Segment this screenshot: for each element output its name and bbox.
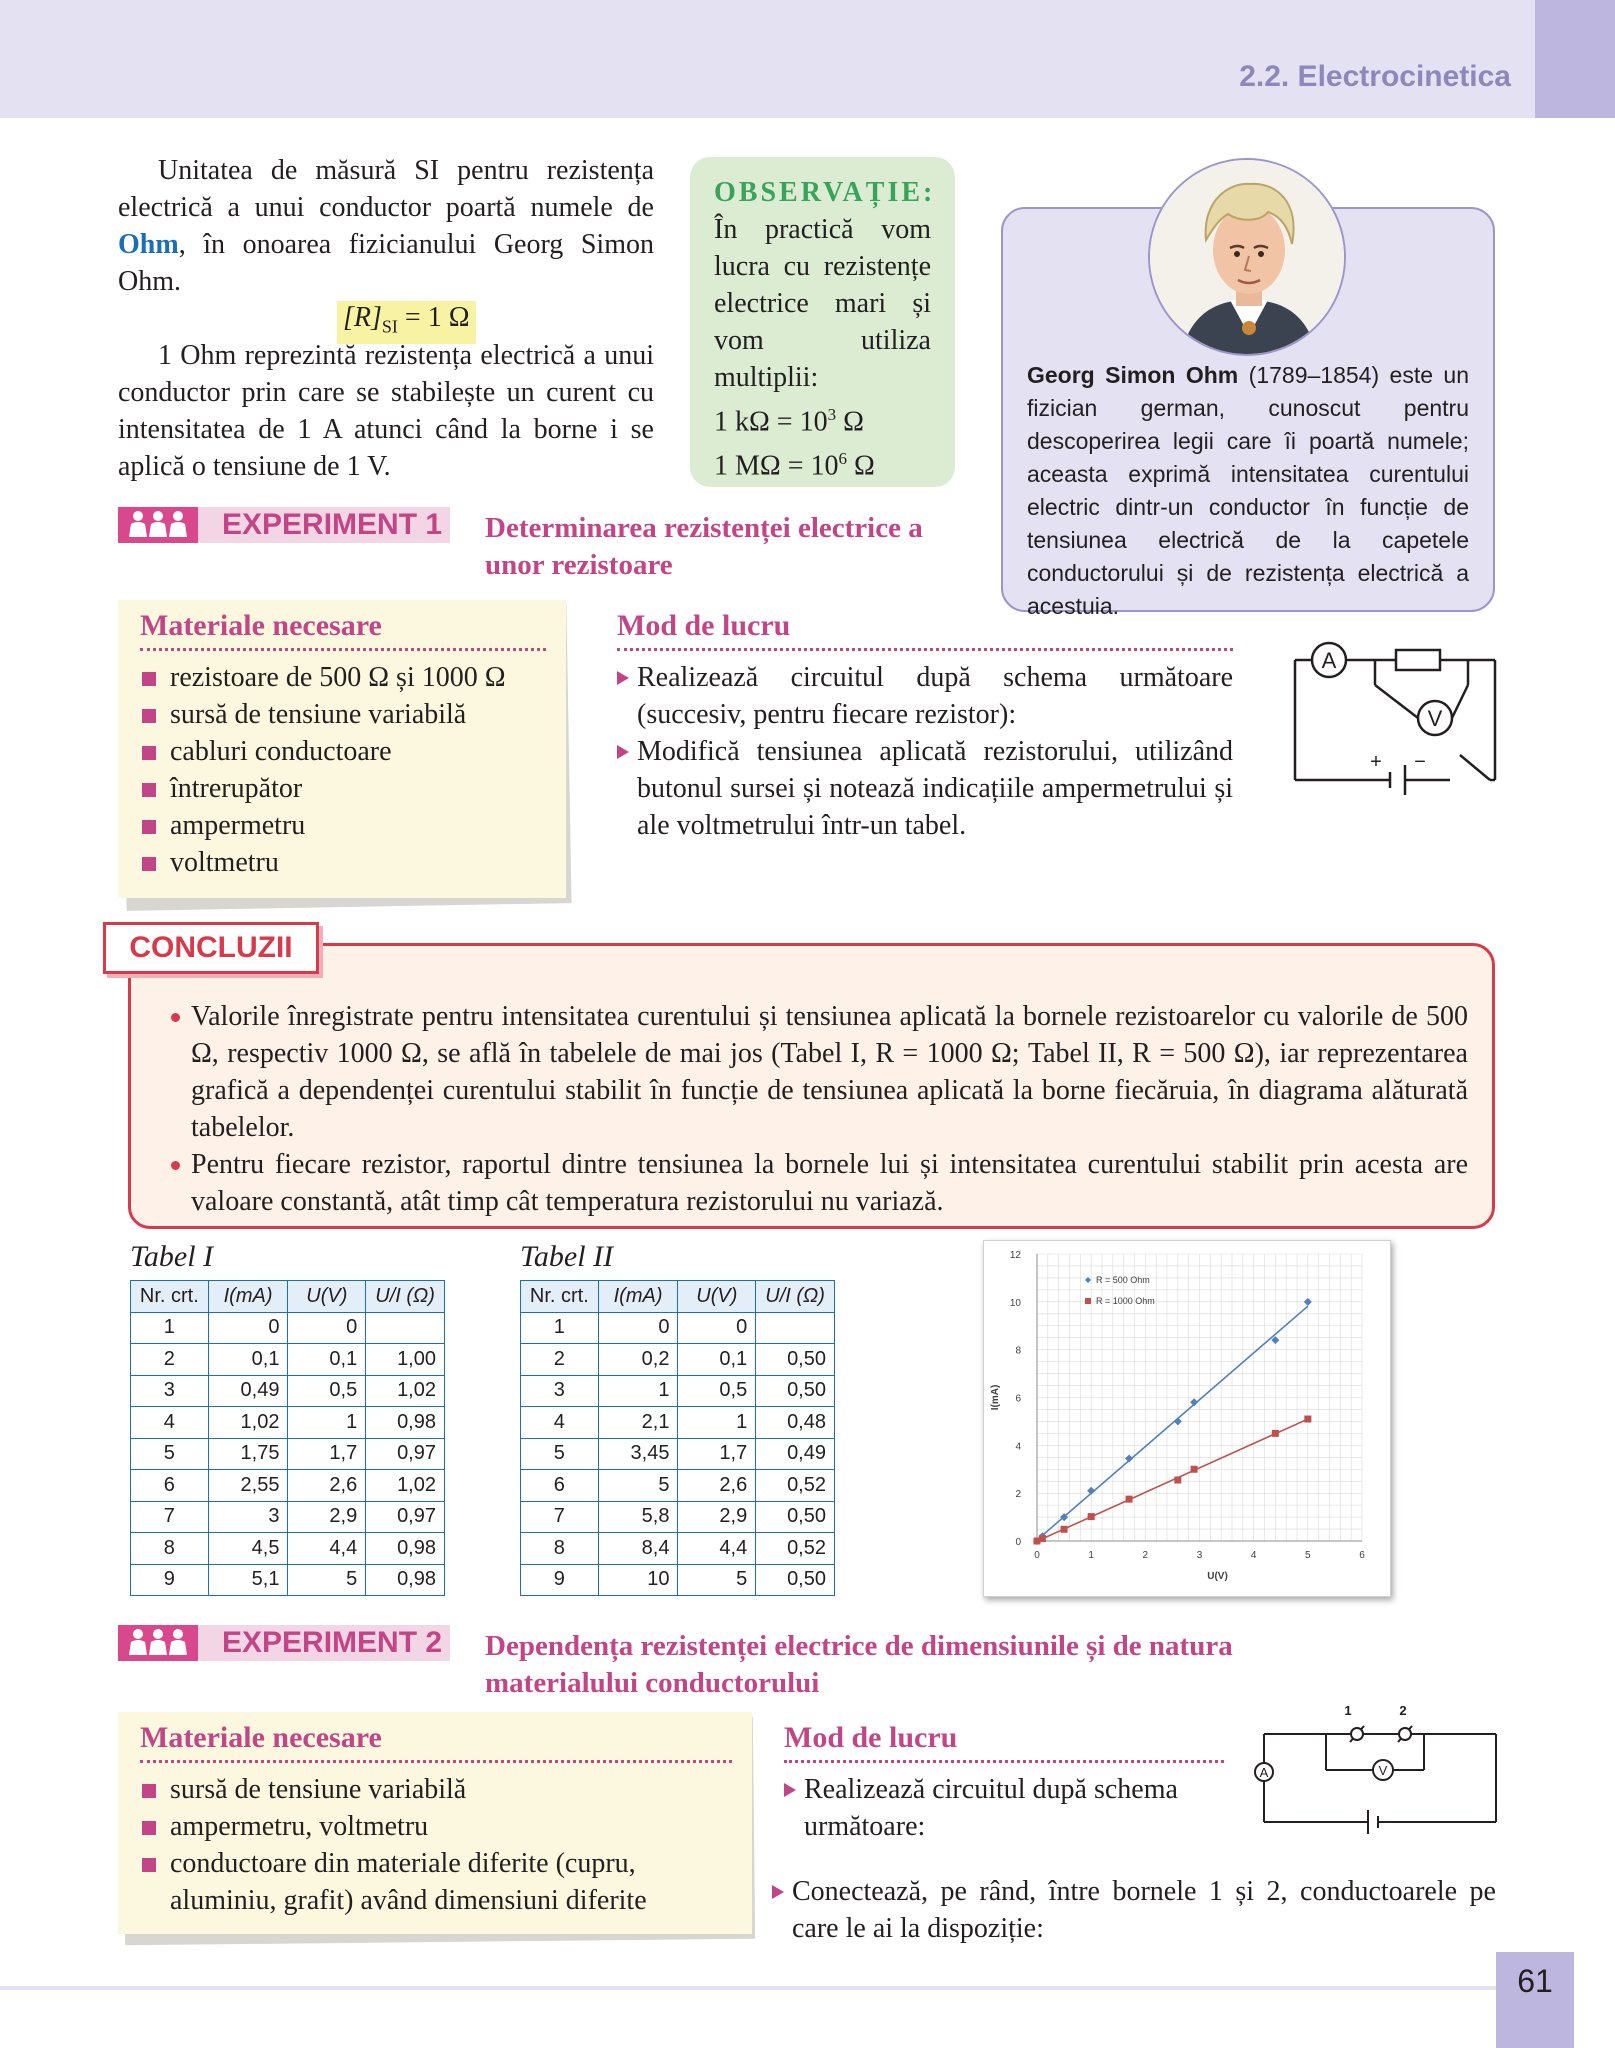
data-point [1125,1454,1133,1462]
voltmeter-symbol: V [1427,706,1443,731]
method-title: Mod de lucru [617,609,791,642]
x-axis-label: U(V) [1207,1571,1228,1582]
dotted-divider [617,648,1233,651]
observation-title: OBSERVAȚIE: [714,177,936,208]
plus-sign: + [1370,751,1382,773]
x-tick-label: 2 [1142,1550,1149,1561]
table-cell: 0,5 [288,1375,366,1407]
method-section [617,608,1233,844]
table-cell: 0,1 [288,1344,366,1376]
table-cell: 2 [131,1344,209,1376]
table-cell: 5,8 [598,1501,678,1533]
table-cell: 8 [521,1533,599,1565]
table-row [131,1375,445,1407]
table-cell: 1,75 [208,1438,288,1470]
table-cell: 0,97 [366,1438,445,1470]
table-cell: 10 [598,1564,678,1596]
table-cell: 0 [208,1312,288,1344]
si-unit-formula: $[R]_{SI} = 1$ Ω [337,301,476,344]
ammeter-symbol: A [1321,648,1337,673]
table-cell: 3 [208,1501,288,1533]
column-header: U(V) [288,1281,366,1313]
table-row [521,1438,835,1470]
table-cell: 1,02 [208,1407,288,1439]
column-header: Nr. crt. [131,1281,209,1313]
table-cell: 0,5 [678,1375,756,1407]
y-tick-label: 10 [1009,1297,1021,1309]
table-cell: 1,02 [366,1375,445,1407]
table-cell: 3 [131,1375,209,1407]
minus-sign: − [1414,751,1426,773]
data-point [1087,1487,1095,1495]
table-header-row [131,1281,445,1313]
table-cell: 0,2 [598,1344,678,1376]
data-point [1039,1535,1046,1542]
table-cell: 5 [598,1470,678,1502]
experiment1-title: Determinarea rezistenței electrice a unor rezistoare [485,512,923,581]
table-row [131,1344,445,1376]
column-header: U/I (Ω) [756,1281,835,1313]
table-cell: 5,1 [208,1564,288,1596]
table-cell: 0,98 [366,1533,445,1565]
chapter-title: 2.2. Electrocinetica [1239,60,1511,93]
table-cell: 9 [521,1564,599,1596]
list-item: ampermetru [140,807,546,844]
table-cell: 8,4 [598,1533,678,1565]
table-cell: 6 [521,1470,599,1502]
list-item: Realizează circuitul după schema următoare: [784,1771,1224,1845]
table-cell: 9 [131,1564,209,1596]
list-item: rezistoare de 500 Ω și 1000 Ω [140,659,546,696]
data-point [1061,1526,1068,1533]
ohm-highlight: Ohm [118,229,179,260]
table-cell: 6 [131,1470,209,1502]
y-tick-label: 0 [1015,1537,1021,1548]
table-cell: 5 [521,1438,599,1470]
table-cell: 2 [521,1344,599,1376]
table-cell: 5 [678,1564,756,1596]
list-item: întrerupător [140,770,546,807]
table-cell: 0,98 [366,1407,445,1439]
list-item: voltmetru [140,844,546,881]
table-row [521,1407,835,1439]
iv-chart [983,1240,1391,1597]
table-cell: 1 [131,1312,209,1344]
conclusions-list [171,998,1468,1220]
table-cell: 7 [521,1501,599,1533]
table-row [521,1470,835,1502]
materials-title: Materiale necesare [140,1721,382,1754]
list-item: ampermetru, voltmetru [140,1808,732,1845]
data-table-1 [130,1280,445,1596]
conclusions-box [128,943,1495,1229]
page-number: 61 [1517,1963,1553,1999]
table-cell: 0,50 [756,1501,835,1533]
table-cell [366,1312,445,1344]
x-tick-label: 4 [1250,1550,1257,1561]
y-tick-label: 2 [1015,1489,1021,1501]
data-point [1272,1430,1279,1437]
table-row [521,1564,835,1596]
y-tick-label: 8 [1015,1345,1021,1357]
table-row [521,1501,835,1533]
ohm-bio-text: Georg Simon Ohm (1789–1854) este un fizician german, cunoscut pentru descoperirea legii care îi poartă numele; aceasta exprimă intensitatea curentului electric dintr-un conductor în funcție de tensiunea electrică de la capetele conductorului și de rezistența electrică a acestuia. [1027,362,1470,619]
trend-line [1037,1419,1308,1541]
materials-note-2 [118,1712,752,1934]
ohm-definition: 1 Ohm reprezintă rezistența electrică a unui conductor prin care se stabilește un curent cu intensitatea de 1 A atunci când la borne i se aplică o tensiune de 1 V. [118,340,654,482]
table-row [131,1407,445,1439]
terminal-1-label: 1 [1344,1703,1352,1718]
table-cell: 2,6 [678,1470,756,1502]
ammeter-symbol: A [1259,1765,1269,1780]
table-cell: 0,49 [208,1375,288,1407]
table-cell [756,1312,835,1344]
x-tick-label: 1 [1088,1550,1094,1561]
table-cell: 3,45 [598,1438,678,1470]
data-point [1088,1513,1095,1520]
experiment1-label: EXPERIMENT 1 [222,508,443,541]
table-cell: 1 [521,1312,599,1344]
observation-box [690,157,955,487]
table-cell: 8 [131,1533,209,1565]
list-item: sursă de tensiune variabilă [140,696,546,733]
table-cell: 0,1 [678,1344,756,1376]
table-cell: 4,5 [208,1533,288,1565]
list-item: sursă de tensiune variabilă [140,1771,732,1808]
table-header-row [521,1281,835,1313]
experiment2-title: Dependența rezistenței electrice de dimensiunile și de natura materialului conductorului [485,1630,1233,1699]
table-cell: 4 [521,1407,599,1439]
table-cell: 1,00 [366,1344,445,1376]
table-cell: 0 [288,1312,366,1344]
table-cell: 0,1 [208,1344,288,1376]
table2-caption: Tabel II [520,1240,614,1273]
circuit-diagram-1 [1290,640,1510,834]
table-cell: 2,9 [678,1501,756,1533]
table1-caption: Tabel I [130,1240,214,1273]
materials-list [140,659,546,881]
table-row [131,1501,445,1533]
method-steps [617,659,1233,844]
table-cell: 0,52 [756,1470,835,1502]
data-table-2 [520,1280,835,1596]
table-cell: 2,9 [288,1501,366,1533]
table-row [131,1438,445,1470]
legend-label: R = 500 Ohm [1096,1275,1150,1285]
data-point [1174,1477,1181,1484]
data-point [1190,1398,1198,1406]
list-item: Conectează, pe rând, între bornele 1 și 2, conductoarele pe care le ai la dispoziție: [772,1873,1496,1947]
intro-paragraph: Unitatea de măsură SI pentru rezistența electrică a unui conductor poartă numele de Ohm, în onoarea fizicianului Georg Simon Ohm. [118,155,654,297]
voltmeter-symbol: V [1378,1763,1388,1778]
data-point [1304,1416,1311,1423]
table-row [521,1375,835,1407]
column-header: I(mA) [598,1281,678,1313]
conclusions-tag: CONCLUZII [103,922,319,974]
table-cell: 0,49 [756,1438,835,1470]
table-row [131,1533,445,1565]
experiment-group-icon [118,507,198,543]
list-item: Pentru fiecare rezistor, raportul dintre tensiunea la bornele lui și intensitatea curentului stabilit prin acesta are valoare constantă, atât timp cât temperatura rezistorului nu variază. [171,1146,1468,1220]
observation-text: În practică vom lucra cu rezistențe electrice mari și vom utiliza multiplii: 1 $k\Omega = 10^3$ Ω 1 $M\Omega = 10^6$ Ω [714,214,931,482]
materials-note [118,600,566,898]
circuit-diagram-2 [1248,1700,1508,1874]
materials-list [140,1771,732,1919]
table-cell: 1 [288,1407,366,1439]
x-tick-label: 3 [1196,1550,1203,1561]
method-section-2 [784,1720,1224,1845]
data-point [1191,1466,1198,1473]
table-cell: 5 [131,1438,209,1470]
table-cell: 0 [598,1312,678,1344]
data-point [1126,1496,1133,1503]
y-axis-label: I(mA) [990,1384,1001,1411]
dotted-divider [140,1760,732,1763]
list-item: Realizează circuitul după schema următoare (succesiv, pentru fiecare rezistor): [617,659,1233,733]
method-steps-continued [772,1873,1496,1947]
footer-line [0,1986,1496,1990]
table-cell: 7 [131,1501,209,1533]
x-tick-label: 6 [1359,1550,1365,1561]
table-cell: 0,50 [756,1344,835,1376]
dotted-divider [784,1760,1224,1763]
table-cell: 0,48 [756,1407,835,1439]
list-item: conductoare din materiale diferite (cupru, aluminiu, grafit) având dimensiuni diferite [140,1845,732,1919]
column-header: Nr. crt. [521,1281,599,1313]
y-tick-label: 12 [1009,1250,1021,1261]
table-cell: 1,7 [288,1438,366,1470]
table-cell: 0,52 [756,1533,835,1565]
x-tick-label: 5 [1305,1550,1311,1561]
table-row [131,1470,445,1502]
table-row [521,1312,835,1344]
data-point [1304,1298,1312,1306]
column-header: I(mA) [208,1281,288,1313]
y-tick-label: 4 [1015,1441,1021,1453]
y-tick-label: 6 [1015,1393,1021,1405]
ohm-portrait [1148,158,1346,356]
table-row [521,1344,835,1376]
table-cell: 0,50 [756,1375,835,1407]
experiment-group-icon [118,1625,198,1661]
table-cell: 2,6 [288,1470,366,1502]
table-cell: 3 [521,1375,599,1407]
table-cell: 0,98 [366,1564,445,1596]
list-item: cabluri conductoare [140,733,546,770]
table-cell: 4,4 [678,1533,756,1565]
terminal-2-label: 2 [1399,1703,1407,1718]
table-cell: 4,4 [288,1533,366,1565]
table-cell: 0 [678,1312,756,1344]
table-row [131,1564,445,1596]
table-cell: 0,50 [756,1564,835,1596]
header-tab [1535,0,1615,118]
list-item: Modifică tensiunea aplicată rezistorului, utilizând butonul sursei și notează indicațiile ampermetrului și ale voltmetrului într-un tabel. [617,733,1233,844]
table-cell: 2,55 [208,1470,288,1502]
table-cell: 4 [131,1407,209,1439]
materials-title: Materiale necesare [140,609,382,642]
table-row [521,1533,835,1565]
experiment2-label: EXPERIMENT 2 [222,1626,443,1659]
table-cell: 1,02 [366,1470,445,1502]
dotted-divider [140,648,546,651]
list-item: Valorile înregistrate pentru intensitatea curentului și tensiunea aplicată la bornele rezistoarelor cu valorile de 500 Ω, respectiv 1000 Ω, se află în tabelele de mai jos (Tabel I, R = 1000 Ω; Tabel II, R = 500 Ω), iar reprezentarea grafică a dependenței curentului stabilit în funcție de tensiunea aplicată la borne fiecăruia, în diagrama alăturată tabelelor. [171,998,1468,1146]
header-band [0,0,1535,118]
table-cell: 1 [598,1375,678,1407]
legend-marker [1085,1298,1091,1304]
table-cell: 2,1 [598,1407,678,1439]
table-cell: 1 [678,1407,756,1439]
x-tick-label: 0 [1034,1550,1040,1561]
table-cell: 0,97 [366,1501,445,1533]
table-row [131,1312,445,1344]
method-title: Mod de lucru [784,1721,958,1754]
table-cell: 1,7 [678,1438,756,1470]
data-point [1174,1417,1182,1425]
method-steps [784,1771,1224,1845]
column-header: U(V) [678,1281,756,1313]
legend-label: R = 1000 Ohm [1096,1296,1155,1306]
column-header: U/I (Ω) [366,1281,445,1313]
table-cell: 5 [288,1564,366,1596]
